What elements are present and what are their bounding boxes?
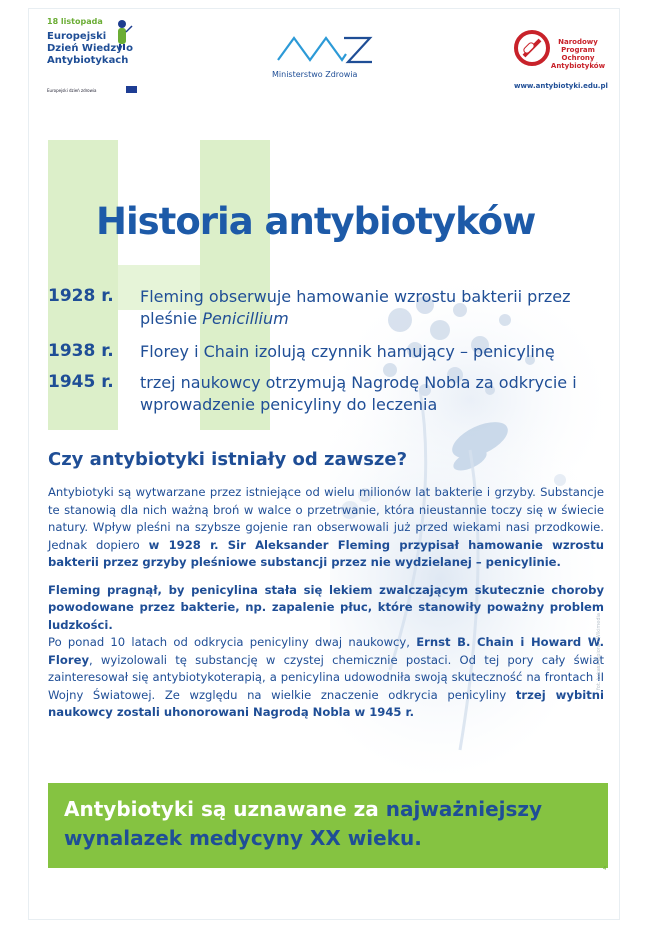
paragraph-3-part-b: Ernst B. Chain i Howard W. Florey (48, 635, 605, 667)
eu-flag-icon (126, 86, 137, 93)
ministry-logo-icon (274, 30, 374, 70)
paragraph-3 (48, 634, 604, 722)
program-url-link[interactable]: www.antybiotyki.edu.pl (514, 82, 608, 90)
paragraph-3-part-c: , wyizolowali tę substancję w czystej chemicznie postaci. Od tej pory cały świat zainteresował się antybiotykoterapią, a penicylina udowodniła swoją skuteczność na frontach II Wojny Światowej. Ze względu na wielkie znaczenie odkrycia penicyliny (48, 652, 604, 702)
timeline-entry-1945 (48, 372, 608, 418)
timeline-entry-1928 (48, 286, 608, 332)
program-name-line-4: Antybiotyków (550, 62, 606, 70)
paragraph-3-part-d: trzej wybitni naukowcy zostali uhonorowani Nagrodą Nobla w 1945 r. (48, 687, 604, 719)
event-name (47, 31, 142, 67)
program-name (550, 38, 606, 70)
timeline-text-plain: Fleming obserwuje hamowanie wzrostu bakterii przez pleśnie (140, 287, 571, 328)
program-name-line-2: Program (561, 46, 595, 54)
paragraph-1-bold: w 1928 r. Sir Aleksander Fleming przypisał hamowanie wzrostu bakterii przez grzyby pleśniowe substancji przez nie wydzielanej – penicylinie. (48, 537, 604, 569)
event-name-line-1: Europejski (47, 31, 107, 42)
timeline-entry-1938 (48, 341, 608, 365)
timeline-text: Florey i Chain izolują czynnik hamujący – penicylinę (140, 342, 555, 361)
eu-note: Europejski dzień zdrowia (47, 88, 97, 93)
paragraph-2-bold: Fleming pragnął, by penicylina stała się lekiem zwalczającym skutecznie choroby powodowane przez bakterie, np. zapalenie płuc, które stanowiły poważny problem ludzkości. (48, 582, 604, 632)
timeline-text: trzej naukowcy otrzymują Nagrodę Nobla za odkrycie i wprowadzenie penicyliny do leczenia (140, 373, 577, 414)
program-name-line-3: Ochrony (561, 54, 595, 62)
event-name-line-2: Dzień Wiedzy o (47, 43, 134, 54)
timeline-year: 1938 r. (48, 341, 114, 361)
banner-text-highlight: najważniejszy (385, 797, 543, 821)
page-number: 4 (603, 866, 607, 872)
page-title: Historia antybiotyków (96, 200, 536, 243)
paragraph-1 (48, 484, 604, 572)
highlight-banner (48, 783, 608, 868)
program-name-line-1: Narodowy (558, 38, 598, 46)
banner-text-part-3: wynalazek medycyny XX wieku. (64, 826, 422, 850)
banner-text-part-1: Antybiotyki są uznawane za (64, 797, 386, 821)
ministry-name: Ministerstwo Zdrowia (272, 70, 358, 79)
event-date: 18 listopada (47, 17, 103, 26)
photo-credit: fot. Łukasz Sipiora - Wikimedia (596, 613, 602, 690)
paragraph-1-plain: Antybiotyki są wytwarzane przez istniejące od wielu milionów lat bakterie i grzyby. Substancje te stanowią dla nich ważną broń w walce o przetrwanie, która nieustannie toczy się w świecie natury. Wpływ pleśni na szybsze gojenie ran obserwowali już przed wiekami nasi przodkowie. Jednak dopiero (48, 485, 604, 552)
section-heading: Czy antybiotyki istniały od zawsze? (48, 449, 408, 470)
timeline-year: 1945 r. (48, 372, 114, 392)
body-text (48, 484, 604, 732)
event-name-line-3: Antybiotykach (47, 55, 129, 66)
timeline-text (140, 286, 610, 330)
paragraph-2 (48, 582, 604, 635)
npoa-logo-icon (512, 28, 552, 68)
timeline-text-italic: Penicillium (202, 309, 289, 328)
paragraph-3-part-a: Po ponad 10 latach od odkrycia penicyliny dwaj naukowcy, (48, 635, 417, 649)
banner-text (64, 795, 604, 853)
timeline-year: 1928 r. (48, 286, 114, 306)
